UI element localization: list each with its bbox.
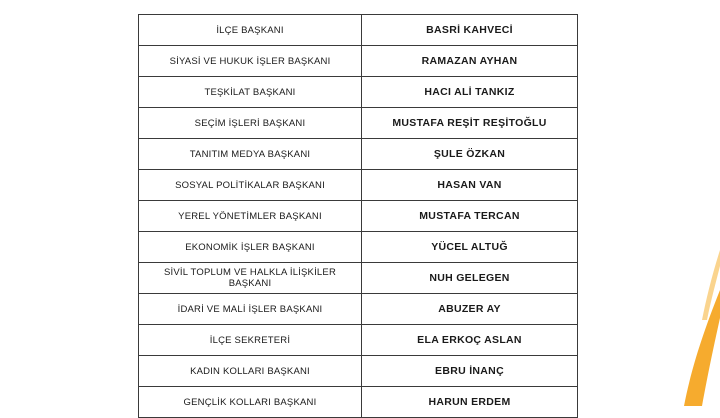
name-cell: YÜCEL ALTUĞ — [362, 232, 578, 263]
name-cell: RAMAZAN AYHAN — [362, 46, 578, 77]
name-cell: NUH GELEGEN — [362, 263, 578, 294]
name-cell: ŞULE ÖZKAN — [362, 139, 578, 170]
role-cell: KADIN KOLLARI BAŞKANI — [139, 356, 362, 387]
table-row — [139, 108, 578, 139]
name-cell: HASAN VAN — [362, 170, 578, 201]
name-cell: MUSTAFA REŞİT REŞİTOĞLU — [362, 108, 578, 139]
name-cell: MUSTAFA TERCAN — [362, 201, 578, 232]
role-cell: İLÇE SEKRETERİ — [139, 325, 362, 356]
name-cell: EBRU İNANÇ — [362, 356, 578, 387]
table-row — [139, 325, 578, 356]
table-row — [139, 263, 578, 294]
role-cell: SİVİL TOPLUM VE HALKLA İLİŞKİLER BAŞKANI — [139, 263, 362, 294]
role-cell: İDARİ VE MALİ İŞLER BAŞKANI — [139, 294, 362, 325]
role-cell: SOSYAL POLİTİKALAR BAŞKANI — [139, 170, 362, 201]
table-row — [139, 170, 578, 201]
table-row — [139, 139, 578, 170]
table-row — [139, 356, 578, 387]
roster-body — [139, 15, 578, 418]
role-cell: EKONOMİK İŞLER BAŞKANI — [139, 232, 362, 263]
name-cell: HARUN ERDEM — [362, 387, 578, 418]
role-cell: TANITIM MEDYA BAŞKANI — [139, 139, 362, 170]
role-cell: İLÇE BAŞKANI — [139, 15, 362, 46]
role-cell: GENÇLİK KOLLARI BAŞKANI — [139, 387, 362, 418]
table-row — [139, 77, 578, 108]
role-cell: SEÇİM İŞLERİ BAŞKANI — [139, 108, 362, 139]
table-row — [139, 294, 578, 325]
name-cell: HACI ALİ TANKIZ — [362, 77, 578, 108]
role-cell: YEREL YÖNETİMLER BAŞKANI — [139, 201, 362, 232]
table-row — [139, 46, 578, 77]
name-cell: ABUZER AY — [362, 294, 578, 325]
name-cell: BASRİ KAHVECİ — [362, 15, 578, 46]
table-row — [139, 201, 578, 232]
table-row — [139, 232, 578, 263]
role-cell: SİYASİ VE HUKUK İŞLER BAŞKANI — [139, 46, 362, 77]
table-row — [139, 387, 578, 418]
role-cell: TEŞKİLAT BAŞKANI — [139, 77, 362, 108]
table-row — [139, 15, 578, 46]
roster-table — [138, 14, 578, 418]
name-cell: ELA ERKOÇ ASLAN — [362, 325, 578, 356]
